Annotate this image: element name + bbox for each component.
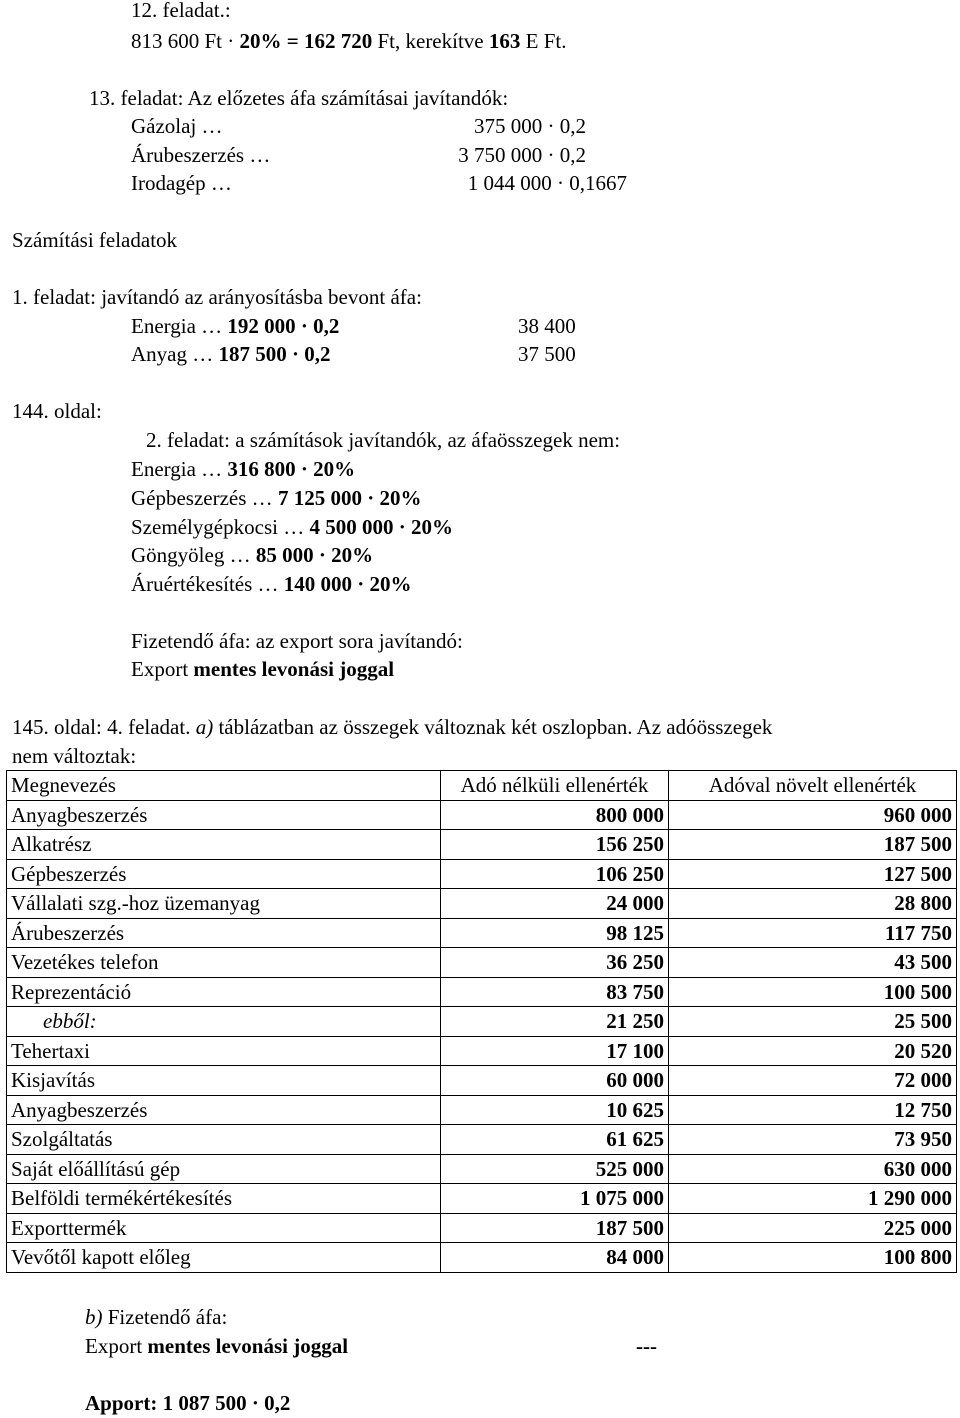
cell-name: Belföldi termékértékesítés (7, 1184, 441, 1214)
cell-gross: 1 290 000 (669, 1184, 957, 1214)
cell-name: Tehertaxi (7, 1036, 441, 1066)
cell-name: Saját előállítású gép (7, 1154, 441, 1184)
header-gross: Adóval növelt ellenérték (669, 771, 957, 801)
task12-calculation (131, 27, 566, 55)
task2-export-label: Export (131, 657, 194, 681)
task2-payable-note: Fizetendő áfa: az export sora javítandó: (131, 629, 463, 653)
task2-row-calc: 4 500 000 · 20% (309, 515, 453, 539)
cell-gross: 72 000 (669, 1066, 957, 1096)
table-row (7, 1066, 957, 1096)
part-b-export-line (85, 1332, 348, 1360)
table-row (7, 918, 957, 948)
task2-row-label: Személygépkocsi … (131, 515, 310, 539)
task12-title: 12. feladat.: (131, 0, 231, 22)
task13-row-value: 375 000 · 0,2 (474, 114, 586, 138)
task12-calc-rounded: 163 (488, 29, 521, 53)
task2-row-label: Áruértékesítés … (131, 572, 284, 596)
table-row (7, 859, 957, 889)
cell-net: 1 075 000 (441, 1184, 669, 1214)
task12-calc-suffix: E Ft. (520, 29, 567, 53)
cell-gross: 73 950 (669, 1125, 957, 1155)
task12-calc-mid: Ft, kerekítve (372, 29, 489, 53)
cell-gross: 25 500 (669, 1007, 957, 1037)
task1-row-result: 38 400 (518, 314, 576, 338)
table-row (7, 830, 957, 860)
cell-gross: 20 520 (669, 1036, 957, 1066)
cell-name: Kisjavítás (7, 1066, 441, 1096)
cell-net: 83 750 (441, 977, 669, 1007)
cell-net: 800 000 (441, 800, 669, 830)
task2-row (131, 570, 412, 598)
cell-net: 61 625 (441, 1125, 669, 1155)
task13-row-value: 1 044 000 · 0,1667 (467, 171, 627, 195)
task13-row-value: 3 750 000 · 0,2 (458, 143, 586, 167)
header-net: Adó nélküli ellenérték (441, 771, 669, 801)
task13-row-label: Gázolaj … (131, 114, 223, 138)
task1-row-calc: 192 000 · 0,2 (227, 314, 340, 338)
cell-gross: 100 500 (669, 977, 957, 1007)
task12-calc-prefix: 813 600 Ft · (131, 29, 240, 53)
task2-row (131, 541, 373, 569)
table-row (7, 1243, 957, 1273)
cell-net: 17 100 (441, 1036, 669, 1066)
cell-net: 106 250 (441, 859, 669, 889)
cell-name: Vevőtől kapott előleg (7, 1243, 441, 1273)
task13-row-label: Árubeszerzés … (131, 143, 271, 167)
page145-prefix: 145. oldal: 4. feladat. (12, 715, 196, 739)
task2-row (131, 513, 453, 541)
task1-row-label: Anyag … (131, 342, 219, 366)
vat-table (6, 770, 957, 1273)
cell-gross: 117 750 (669, 918, 957, 948)
cell-gross: 960 000 (669, 800, 957, 830)
task2-row-calc: 85 000 · 20% (255, 543, 374, 567)
task2-export-line (131, 655, 394, 683)
task2-title: 2. feladat: a számítások javítandók, az áfaösszegek nem: (146, 428, 621, 452)
page145-line2: nem változtak: (12, 744, 137, 768)
cell-net: 525 000 (441, 1154, 669, 1184)
task2-export-bold: mentes levonási joggal (193, 657, 395, 681)
task2-row-calc: 140 000 · 20% (283, 572, 412, 596)
table-row (7, 1125, 957, 1155)
cell-net: 36 250 (441, 948, 669, 978)
table-row (7, 1213, 957, 1243)
cell-gross: 225 000 (669, 1213, 957, 1243)
task2-row (131, 455, 355, 483)
cell-net: 156 250 (441, 830, 669, 860)
part-b-export-label: Export (85, 1334, 148, 1358)
table-row (7, 1154, 957, 1184)
task2-row-label: Energia … (131, 457, 228, 481)
cell-net: 21 250 (441, 1007, 669, 1037)
cell-name: Szolgáltatás (7, 1125, 441, 1155)
table-row (7, 977, 957, 1007)
table-row (7, 1184, 957, 1214)
task12-calc-result: 20% = 162 720 (239, 29, 373, 53)
table-row (7, 948, 957, 978)
cell-gross: 187 500 (669, 830, 957, 860)
task1-row (131, 312, 339, 340)
task2-row-label: Göngyöleg … (131, 543, 256, 567)
cell-net: 187 500 (441, 1213, 669, 1243)
cell-name: Anyagbeszerzés (7, 800, 441, 830)
page-reference-145 (12, 713, 772, 741)
table-row (7, 800, 957, 830)
cell-name: Reprezentáció (7, 977, 441, 1007)
cell-name: Exporttermék (7, 1213, 441, 1243)
cell-gross: 43 500 (669, 948, 957, 978)
table-header-row (7, 771, 957, 801)
part-b-title-text: Fizetendő áfa: (102, 1305, 228, 1329)
cell-net: 60 000 (441, 1066, 669, 1096)
section-title: Számítási feladatok (12, 228, 178, 252)
cell-net: 10 625 (441, 1095, 669, 1125)
cell-gross: 100 800 (669, 1243, 957, 1273)
cell-name: Alkatrész (7, 830, 441, 860)
part-b-export-value: --- (636, 1334, 657, 1358)
part-b-apport: Apport: 1 087 500 · 0,2 (85, 1391, 291, 1415)
page-reference-144: 144. oldal: (12, 399, 102, 423)
cell-name: Vállalati szg.-hoz üzemanyag (7, 889, 441, 919)
task1-row-result: 37 500 (518, 342, 576, 366)
table-row (7, 1007, 957, 1037)
cell-name: Gépbeszerzés (7, 859, 441, 889)
part-b-label: b) (85, 1305, 103, 1329)
task2-row-label: Gépbeszerzés … (131, 486, 278, 510)
cell-net: 98 125 (441, 918, 669, 948)
task1-row-calc: 187 500 · 0,2 (218, 342, 331, 366)
task2-row-calc: 316 800 · 20% (227, 457, 356, 481)
cell-gross: 28 800 (669, 889, 957, 919)
table-body (7, 800, 957, 1272)
task1-row-label: Energia … (131, 314, 228, 338)
cell-net: 84 000 (441, 1243, 669, 1273)
page145-part-a: a) (195, 715, 214, 739)
table-row (7, 1036, 957, 1066)
task13-title: 13. feladat: Az előzetes áfa számításai javítandók: (89, 86, 509, 110)
task13-row-label: Irodagép … (131, 171, 232, 195)
table-row (7, 889, 957, 919)
page145-text: táblázatban az összegek változnak két oszlopban. Az adóösszegek (213, 715, 773, 739)
task2-row (131, 484, 421, 512)
cell-name: Vezetékes telefon (7, 948, 441, 978)
cell-net: 24 000 (441, 889, 669, 919)
cell-gross: 127 500 (669, 859, 957, 889)
cell-name: Árubeszerzés (7, 918, 441, 948)
part-b-export-bold: mentes levonási joggal (147, 1334, 349, 1358)
cell-gross: 630 000 (669, 1154, 957, 1184)
task1-title: 1. feladat: javítandó az arányosításba bevont áfa: (12, 285, 422, 309)
cell-name: Anyagbeszerzés (7, 1095, 441, 1125)
part-b-title (85, 1303, 227, 1331)
cell-gross: 12 750 (669, 1095, 957, 1125)
header-name: Megnevezés (7, 771, 441, 801)
cell-name: ebből: (7, 1007, 441, 1037)
task2-row-calc: 7 125 000 · 20% (277, 486, 422, 510)
table-row (7, 1095, 957, 1125)
task1-row (131, 340, 331, 368)
